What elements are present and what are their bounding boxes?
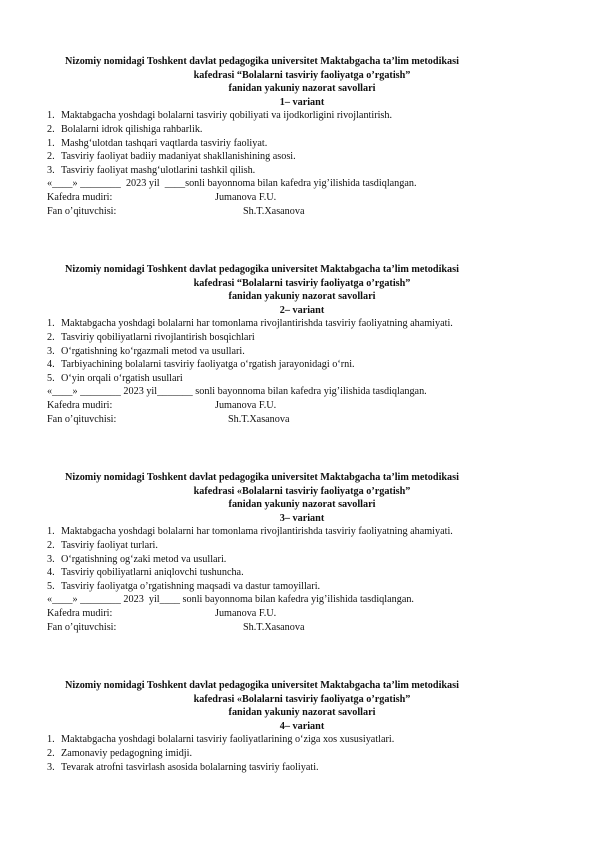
question-text: Maktabgacha yoshdagi bolalarni har tomonlama rivojlantirishda tasviriy faoliyatning ahamiyati. — [61, 318, 453, 330]
institution-header: Nizomiy nomidagi Toshkent davlat pedagogika universitet Maktabgacha ta’lim metodikasi — [65, 680, 459, 691]
question-number: 2. — [47, 539, 55, 551]
question-item — [47, 733, 557, 747]
question-number: 4. — [47, 359, 55, 371]
department-head-label: Kafedra mudiri: — [47, 399, 113, 411]
question-item — [47, 761, 557, 775]
question-item — [47, 150, 557, 164]
question-item — [47, 358, 557, 372]
question-text: Mashg‘ulotdan tashqari vaqtlarda tasviriy faoliyat. — [61, 137, 268, 149]
question-number: 2. — [47, 747, 55, 759]
department-header: kafedrasi «Bolalarni tasviriy faoliyatga o’rgatish” — [193, 693, 411, 705]
teacher-name: Sh.T.Xasanova — [243, 621, 305, 633]
question-text: Tasviriy faoliyat badiiy madaniyat shakllanishining asosi. — [61, 151, 296, 163]
question-text: Tarbiyachining bolalarni tasviriy faoliyatga o‘rgatish jarayonidagi o‘rni. — [61, 359, 355, 371]
department-head-label: Kafedra mudiri: — [47, 191, 113, 203]
institution-header: Nizomiy nomidagi Toshkent davlat pedagogika universitet Maktabgacha ta’lim metodikasi — [65, 472, 459, 483]
question-text: Tevarak atrofni tasvirlash asosida bolalarning tasviriy faoliyati. — [61, 761, 319, 773]
question-text: O‘rgatishning og‘zaki metod va usullari. — [61, 553, 227, 565]
question-number: 3. — [47, 761, 55, 773]
question-text: O‘rgatishning ko‘rgazmali metod va usullari. — [61, 345, 245, 357]
department-head-label: Kafedra mudiri: — [47, 607, 113, 619]
department-head-row — [47, 191, 557, 205]
question-item — [47, 580, 557, 594]
question-number: 3. — [47, 345, 55, 357]
question-number: 5. — [47, 580, 55, 592]
teacher-row — [47, 205, 557, 219]
question-number: 1. — [47, 137, 55, 149]
question-item — [47, 525, 557, 539]
question-item — [47, 539, 557, 553]
variant-block-4 — [47, 679, 557, 774]
teacher-label: Fan o’qituvchisi: — [47, 621, 117, 633]
variant-label: 1– variant — [279, 96, 325, 108]
institution-header: Nizomiy nomidagi Toshkent davlat pedagogika universitet Maktabgacha ta’lim metodikasi — [65, 56, 459, 67]
question-item — [47, 137, 557, 151]
variant-block-3 — [47, 471, 557, 634]
question-item — [47, 331, 557, 345]
department-head-row — [47, 607, 557, 621]
exam-title: fanidan yakuniy nazorat savollari — [228, 499, 376, 511]
question-item — [47, 164, 557, 178]
teacher-name: Sh.T.Xasanova — [243, 205, 305, 217]
question-number: 5. — [47, 372, 55, 384]
question-text: Tasviriy faoliyat mashg‘ulotlarini tashkil qilish. — [61, 164, 256, 176]
question-item — [47, 372, 557, 386]
question-text: Bolalarni idrok qilishiga rahbarlik. — [61, 123, 203, 135]
institution-header: Nizomiy nomidagi Toshkent davlat pedagogika universitet Maktabgacha ta’lim metodikasi — [65, 264, 459, 275]
question-text: Tasviriy qobiliyatlarni aniqlovchi tushuncha. — [61, 567, 244, 579]
question-number: 4. — [47, 567, 55, 579]
question-number: 2. — [47, 151, 55, 163]
approval-line: «____» ________ 2023 yil____ sonli bayonnoma bilan kafedra yig’ilishida tasdiqlangan. — [47, 594, 414, 606]
question-list — [47, 733, 557, 774]
variant-label: 2– variant — [279, 304, 325, 316]
department-header: kafedrasi “Bolalarni tasviriy faoliyatga o’rgatish” — [193, 277, 411, 289]
teacher-name: Sh.T.Xasanova — [228, 413, 290, 425]
department-head-name: Jumanova F.U. — [215, 399, 277, 411]
department-header: kafedrasi «Bolalarni tasviriy faoliyatga o’rgatish” — [193, 485, 411, 497]
approval-line: «____» ________ 2023 yil_______ sonli bayonnoma bilan kafedra yig’ilishida tasdiqlangan. — [47, 386, 427, 398]
question-number: 3. — [47, 164, 55, 176]
question-text: O‘yin orqali o‘rgatish usullari — [61, 372, 183, 384]
exam-title: fanidan yakuniy nazorat savollari — [228, 291, 376, 303]
question-text: Zamonaviy pedagogning imidji. — [61, 747, 192, 759]
variant-block-1 — [47, 55, 557, 218]
question-number: 1. — [47, 110, 55, 122]
question-number: 2. — [47, 123, 55, 135]
exam-title: fanidan yakuniy nazorat savollari — [228, 83, 376, 95]
question-item — [47, 747, 557, 761]
department-head-name: Jumanova F.U. — [215, 607, 277, 619]
question-item — [47, 553, 557, 567]
question-text: Tasviriy faoliyatga o’rgatishning maqsadi va dastur tamoyillari. — [61, 580, 321, 592]
approval-line: «____» ________ 2023 yil ____sonli bayonnoma bilan kafedra yig’ilishida tasdiqlangan. — [47, 178, 417, 190]
question-text: Tasviriy faoliyat turlari. — [61, 539, 158, 551]
variant-label: 4– variant — [279, 720, 325, 732]
question-item — [47, 317, 557, 331]
question-text: Maktabgacha yoshdagi bolalarni tasviriy qobiliyati va ijodkorligini rivojlantirish. — [61, 110, 393, 122]
question-number: 1. — [47, 734, 55, 746]
question-item — [47, 109, 557, 123]
exam-title: fanidan yakuniy nazorat savollari — [228, 707, 376, 719]
department-head-name: Jumanova F.U. — [215, 191, 277, 203]
question-number: 1. — [47, 526, 55, 538]
question-list — [47, 317, 557, 385]
question-item — [47, 566, 557, 580]
teacher-row — [47, 621, 557, 635]
variant-block-2 — [47, 263, 557, 426]
department-head-row — [47, 399, 557, 413]
question-number: 2. — [47, 331, 55, 343]
teacher-label: Fan o’qituvchisi: — [47, 205, 117, 217]
question-text: Tasviriy qobiliyatlarni rivojlantirish bosqichlari — [61, 331, 255, 343]
question-text: Maktabgacha yoshdagi bolalarni har tomonlama rivojlantirishda tasviriy faoliyatning ahamiyati. — [61, 526, 453, 538]
department-header: kafedrasi “Bolalarni tasviriy faoliyatga o’rgatish” — [193, 69, 411, 81]
question-list — [47, 525, 557, 593]
question-text: Maktabgacha yoshdagi bolalarni tasviriy faoliyatlarining o‘ziga xos xususiyatlari. — [61, 734, 395, 746]
question-number: 1. — [47, 318, 55, 330]
variant-label: 3– variant — [279, 512, 325, 524]
question-item — [47, 345, 557, 359]
teacher-label: Fan o’qituvchisi: — [47, 413, 117, 425]
question-item — [47, 123, 557, 137]
question-number: 3. — [47, 553, 55, 565]
teacher-row — [47, 413, 557, 427]
question-list — [47, 109, 557, 177]
